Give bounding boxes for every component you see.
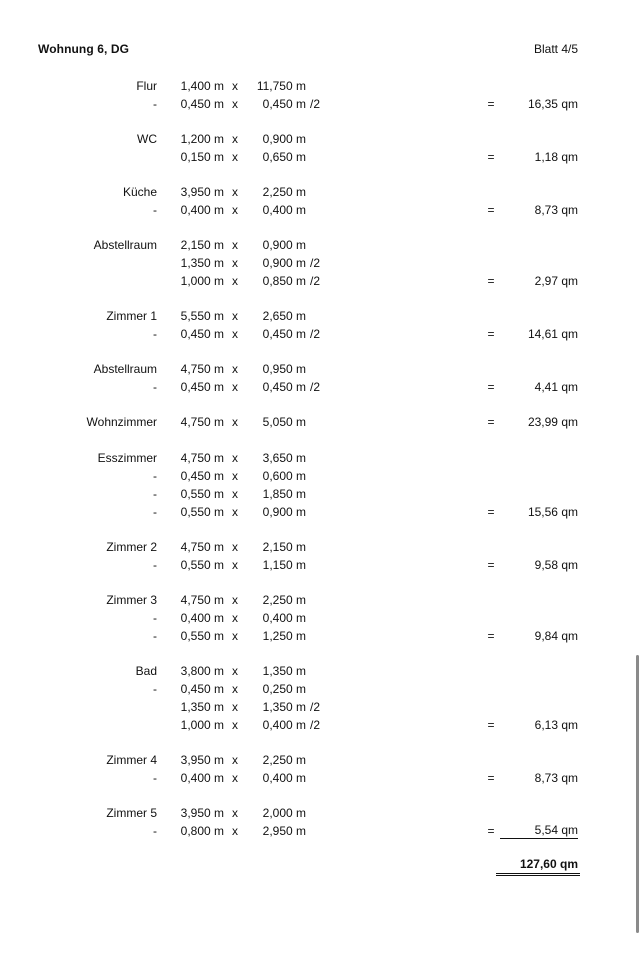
dimension-a: 0,550 m — [180, 629, 224, 643]
dimension-b: 2,250 m — [262, 593, 306, 607]
dimension-b: 0,650 m — [262, 150, 306, 164]
times-sign: x — [232, 185, 238, 199]
dimension-a: 4,750 m — [180, 415, 224, 429]
dimension-a: 5,550 m — [180, 309, 224, 323]
dimension-b: 11,750 m — [256, 79, 306, 93]
calc-row — [0, 610, 644, 626]
times-sign: x — [232, 415, 238, 429]
sheet-number: Blatt 4/5 — [533, 42, 578, 56]
room-label: WC — [137, 132, 157, 146]
area-result: 8,73 qm — [534, 771, 578, 785]
times-sign: x — [232, 203, 238, 217]
divisor: /2 — [310, 327, 321, 341]
times-sign: x — [232, 753, 238, 767]
dimension-b: 0,400 m — [262, 771, 306, 785]
calc-row — [0, 308, 644, 324]
dimension-b: 0,250 m — [262, 682, 306, 696]
calc-row — [0, 361, 644, 377]
dimension-b: 0,400 m — [262, 611, 306, 625]
dimension-b: 0,900 m — [262, 256, 306, 270]
divisor: /2 — [310, 256, 321, 270]
calc-row — [0, 414, 644, 430]
calc-row — [0, 805, 644, 821]
times-sign: x — [232, 682, 238, 696]
equals-sign: = — [487, 380, 495, 394]
dimension-b: 0,450 m — [262, 327, 306, 341]
dimension-a: 2,150 m — [180, 238, 224, 252]
times-sign: x — [232, 362, 238, 376]
calc-row — [0, 450, 644, 466]
area-result: 9,58 qm — [534, 558, 578, 572]
dimension-b: 0,850 m — [262, 274, 306, 288]
room-label: - — [153, 771, 157, 785]
calc-row — [0, 770, 644, 786]
room-label: Wohnzimmer — [86, 415, 157, 429]
dimension-b: 1,150 m — [262, 558, 306, 572]
room-label: Zimmer 2 — [106, 540, 157, 554]
times-sign: x — [232, 274, 238, 288]
calc-row — [0, 379, 644, 395]
dimension-b: 1,350 m — [262, 664, 306, 678]
dimension-a: 4,750 m — [180, 362, 224, 376]
area-result: 15,56 qm — [527, 505, 578, 519]
equals-sign: = — [487, 327, 495, 341]
room-label: - — [153, 629, 157, 643]
dimension-a: 1,400 m — [180, 79, 224, 93]
dimension-a: 0,450 m — [180, 97, 224, 111]
equals-sign: = — [487, 150, 495, 164]
room-label: - — [153, 97, 157, 111]
calc-row — [0, 78, 644, 94]
times-sign: x — [232, 700, 238, 714]
times-sign: x — [232, 558, 238, 572]
dimension-a: 1,200 m — [180, 132, 224, 146]
times-sign: x — [232, 97, 238, 111]
calc-row — [0, 273, 644, 289]
room-label: - — [153, 824, 157, 838]
area-result: 14,61 qm — [527, 327, 578, 341]
times-sign: x — [232, 593, 238, 607]
calc-row — [0, 486, 644, 502]
dimension-b: 0,450 m — [262, 97, 306, 111]
equals-sign: = — [487, 415, 495, 429]
equals-sign: = — [487, 203, 495, 217]
dimension-a: 0,550 m — [180, 558, 224, 572]
room-label: Flur — [136, 79, 157, 93]
dimension-a: 0,450 m — [180, 327, 224, 341]
dimension-b: 2,650 m — [262, 309, 306, 323]
divisor: /2 — [310, 700, 321, 714]
calc-row — [0, 184, 644, 200]
times-sign: x — [232, 824, 238, 838]
equals-sign: = — [487, 505, 495, 519]
dimension-b: 0,450 m — [262, 380, 306, 394]
equals-sign: = — [487, 274, 495, 288]
dimension-a: 3,950 m — [180, 185, 224, 199]
area-result: 23,99 qm — [527, 415, 578, 429]
room-label: Bad — [135, 664, 157, 678]
room-label: - — [153, 505, 157, 519]
dimension-a: 0,550 m — [180, 487, 224, 501]
room-label: - — [153, 469, 157, 483]
times-sign: x — [232, 505, 238, 519]
times-sign: x — [232, 309, 238, 323]
calc-row — [0, 237, 644, 253]
times-sign: x — [232, 327, 238, 341]
page-title: Wohnung 6, DG — [38, 42, 130, 56]
calc-row — [0, 202, 644, 218]
dimension-b: 0,400 m — [262, 203, 306, 217]
equals-sign: = — [487, 558, 495, 572]
room-label: - — [153, 611, 157, 625]
dimension-b: 2,250 m — [262, 753, 306, 767]
room-label: - — [153, 203, 157, 217]
dimension-b: 0,400 m — [262, 718, 306, 732]
dimension-a: 3,950 m — [180, 753, 224, 767]
times-sign: x — [232, 469, 238, 483]
dimension-b: 1,250 m — [262, 629, 306, 643]
room-label: - — [153, 380, 157, 394]
dimension-a: 1,350 m — [180, 256, 224, 270]
scrollbar-thumb[interactable] — [636, 655, 639, 933]
area-result: 16,35 qm — [527, 97, 578, 111]
dimension-b: 0,900 m — [262, 238, 306, 252]
calc-row — [0, 681, 644, 697]
room-label: - — [153, 487, 157, 501]
calc-row — [0, 96, 644, 112]
dimension-a: 4,750 m — [180, 451, 224, 465]
calc-row — [0, 131, 644, 147]
calc-row — [0, 504, 644, 520]
times-sign: x — [232, 718, 238, 732]
dimension-a: 3,800 m — [180, 664, 224, 678]
dimension-a: 0,400 m — [180, 611, 224, 625]
dimension-a: 0,450 m — [180, 380, 224, 394]
room-label: - — [153, 682, 157, 696]
times-sign: x — [232, 256, 238, 270]
equals-sign: = — [487, 629, 495, 643]
dimension-a: 0,450 m — [180, 682, 224, 696]
times-sign: x — [232, 664, 238, 678]
times-sign: x — [232, 487, 238, 501]
calc-row — [0, 468, 644, 484]
area-result: 2,97 qm — [534, 274, 578, 288]
times-sign: x — [232, 132, 238, 146]
calc-row — [0, 663, 644, 679]
dimension-b: 2,250 m — [262, 185, 306, 199]
dimension-b: 3,650 m — [262, 451, 306, 465]
times-sign: x — [232, 79, 238, 93]
dimension-a: 0,400 m — [180, 203, 224, 217]
times-sign: x — [232, 611, 238, 625]
dimension-a: 0,400 m — [180, 771, 224, 785]
area-result: 4,41 qm — [534, 380, 578, 394]
divisor: /2 — [310, 718, 321, 732]
dimension-b: 0,950 m — [262, 362, 306, 376]
room-label: Abstellraum — [93, 238, 157, 252]
times-sign: x — [232, 771, 238, 785]
equals-sign: = — [487, 97, 495, 111]
dimension-b: 2,000 m — [262, 806, 306, 820]
room-label: - — [153, 558, 157, 572]
divisor: /2 — [310, 97, 321, 111]
room-label: Zimmer 4 — [106, 753, 157, 767]
dimension-a: 3,950 m — [180, 806, 224, 820]
calc-row — [0, 326, 644, 342]
equals-sign: = — [487, 718, 495, 732]
dimension-b: 5,050 m — [262, 415, 306, 429]
equals-sign: = — [487, 771, 495, 785]
dimension-b: 1,850 m — [262, 487, 306, 501]
times-sign: x — [232, 451, 238, 465]
calc-row — [0, 628, 644, 644]
total-area-value: 127,60 qm — [519, 857, 578, 871]
dimension-a: 0,450 m — [180, 469, 224, 483]
dimension-b: 1,350 m — [262, 700, 306, 714]
dimension-a: 1,350 m — [180, 700, 224, 714]
dimension-b: 0,900 m — [262, 132, 306, 146]
room-label: Esszimmer — [97, 451, 157, 465]
calc-row — [0, 539, 644, 555]
times-sign: x — [232, 238, 238, 252]
times-sign: x — [232, 150, 238, 164]
calc-row — [0, 592, 644, 608]
divisor: /2 — [310, 380, 321, 394]
dimension-a: 1,000 m — [180, 274, 224, 288]
area-result: 6,13 qm — [534, 718, 578, 732]
times-sign: x — [232, 540, 238, 554]
times-sign: x — [232, 806, 238, 820]
calc-row — [0, 823, 644, 839]
dimension-a: 0,550 m — [180, 505, 224, 519]
room-label: Küche — [122, 185, 157, 199]
dimension-a: 4,750 m — [180, 593, 224, 607]
area-result: 9,84 qm — [534, 629, 578, 643]
dimension-a: 4,750 m — [180, 540, 224, 554]
dimension-a: 1,000 m — [180, 718, 224, 732]
dimension-b: 2,150 m — [262, 540, 306, 554]
room-label: Zimmer 5 — [106, 806, 157, 820]
calc-row — [0, 557, 644, 573]
area-result: 5,54 qm — [500, 823, 578, 839]
room-label: - — [153, 327, 157, 341]
room-label: Zimmer 3 — [106, 593, 157, 607]
dimension-a: 0,800 m — [180, 824, 224, 838]
room-label: Zimmer 1 — [106, 309, 157, 323]
area-result: 8,73 qm — [534, 203, 578, 217]
calc-row — [0, 149, 644, 165]
times-sign: x — [232, 380, 238, 394]
dimension-b: 2,950 m — [262, 824, 306, 838]
total-area — [496, 856, 580, 876]
calc-row — [0, 717, 644, 733]
equals-sign: = — [487, 824, 495, 838]
calc-row — [0, 752, 644, 768]
area-result: 1,18 qm — [534, 150, 578, 164]
dimension-b: 0,600 m — [262, 469, 306, 483]
dimension-b: 0,900 m — [262, 505, 306, 519]
calc-row — [0, 255, 644, 271]
calc-row — [0, 699, 644, 715]
dimension-a: 0,150 m — [180, 150, 224, 164]
room-label: Abstellraum — [93, 362, 157, 376]
times-sign: x — [232, 629, 238, 643]
divisor: /2 — [310, 274, 321, 288]
